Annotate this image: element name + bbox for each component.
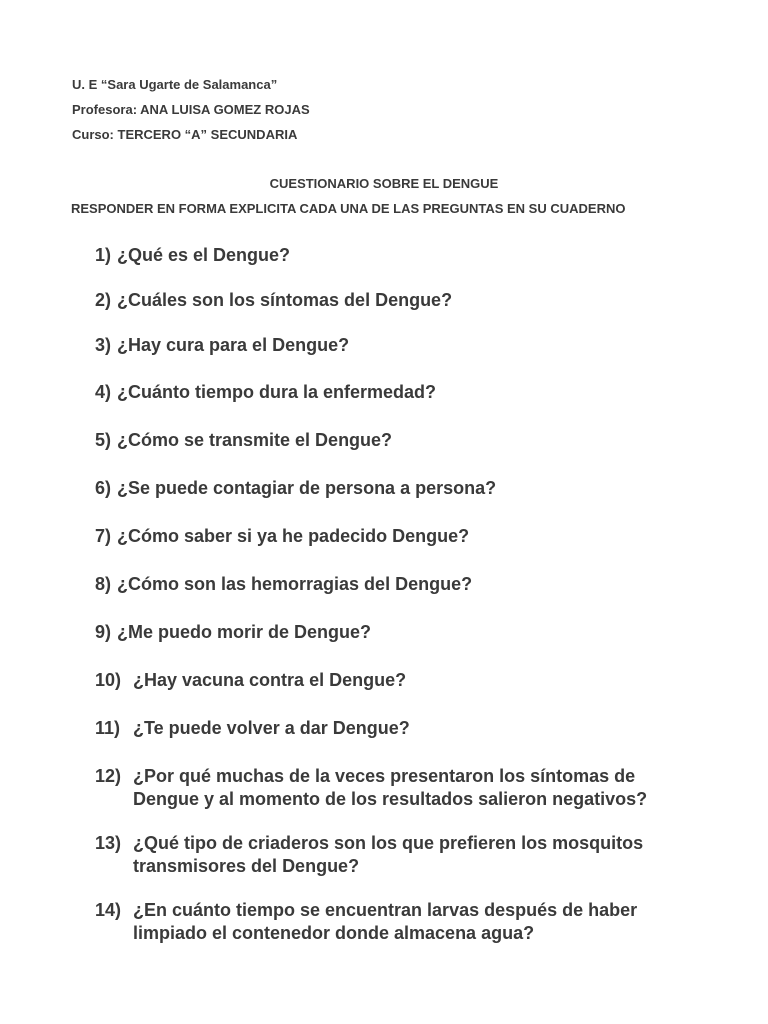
school-name: U. E “Sara Ugarte de Salamanca” bbox=[72, 77, 278, 92]
question-number: 11) bbox=[95, 718, 121, 738]
question-number: 2) bbox=[95, 290, 112, 310]
question-text: ¿Cómo se transmite el Dengue? bbox=[117, 430, 393, 450]
document-header bbox=[72, 72, 310, 147]
question-10 bbox=[95, 669, 695, 692]
question-number: 10) bbox=[95, 670, 122, 690]
question-text: ¿Se puede contagiar de persona a persona? bbox=[117, 478, 497, 498]
question-text: ¿En cuánto tiempo se encuentran larvas después de haber bbox=[133, 900, 638, 920]
question-text-continued: Dengue y al momento de los resultados salieron negativos? bbox=[133, 789, 648, 809]
question-1 bbox=[95, 244, 290, 267]
question-7 bbox=[95, 525, 469, 548]
question-text: ¿Hay vacuna contra el Dengue? bbox=[133, 670, 407, 690]
question-5 bbox=[95, 429, 392, 452]
question-text: ¿Te puede volver a dar Dengue? bbox=[133, 718, 410, 738]
question-text-continued: limpiado el contenedor donde almacena agua? bbox=[133, 923, 535, 943]
question-number: 8) bbox=[95, 574, 112, 594]
question-6 bbox=[95, 477, 496, 500]
question-2 bbox=[95, 289, 452, 312]
question-number: 4) bbox=[95, 382, 112, 402]
question-13 bbox=[95, 832, 695, 878]
question-3 bbox=[95, 334, 349, 357]
question-text: ¿Me puedo morir de Dengue? bbox=[117, 622, 372, 642]
question-text: ¿Qué tipo de criaderos son los que prefieren los mosquitos bbox=[133, 833, 644, 853]
question-number: 1) bbox=[95, 245, 112, 265]
title-block bbox=[0, 171, 768, 221]
question-number: 13) bbox=[95, 833, 122, 853]
question-number: 12) bbox=[95, 766, 122, 786]
question-text: ¿Cómo saber si ya he padecido Dengue? bbox=[117, 526, 470, 546]
question-12 bbox=[95, 765, 695, 811]
question-text: ¿Qué es el Dengue? bbox=[117, 245, 291, 265]
document-title: CUESTIONARIO SOBRE EL DENGUE bbox=[269, 176, 499, 191]
question-9 bbox=[95, 621, 371, 644]
question-number: 14) bbox=[95, 900, 122, 920]
question-8 bbox=[95, 573, 472, 596]
question-number: 5) bbox=[95, 430, 112, 450]
question-14 bbox=[95, 899, 695, 945]
question-text: ¿Hay cura para el Dengue? bbox=[117, 335, 350, 355]
course-name: Curso: TERCERO “A” SECUNDARIA bbox=[72, 127, 298, 142]
question-number: 7) bbox=[95, 526, 112, 546]
question-text: ¿Por qué muchas de la veces presentaron los síntomas de bbox=[133, 766, 636, 786]
question-4 bbox=[95, 381, 436, 404]
question-text: ¿Cuáles son los síntomas del Dengue? bbox=[117, 290, 453, 310]
question-text: ¿Cuánto tiempo dura la enfermedad? bbox=[117, 382, 437, 402]
question-11 bbox=[95, 717, 695, 740]
document-instructions: RESPONDER EN FORMA EXPLICITA CADA UNA DE LAS PREGUNTAS EN SU CUADERNO bbox=[71, 201, 626, 216]
question-text-continued: transmisores del Dengue? bbox=[133, 856, 360, 876]
question-number: 9) bbox=[95, 622, 112, 642]
question-number: 3) bbox=[95, 335, 112, 355]
question-number: 6) bbox=[95, 478, 112, 498]
teacher-name: Profesora: ANA LUISA GOMEZ ROJAS bbox=[72, 102, 310, 117]
question-text: ¿Cómo son las hemorragias del Dengue? bbox=[117, 574, 473, 594]
